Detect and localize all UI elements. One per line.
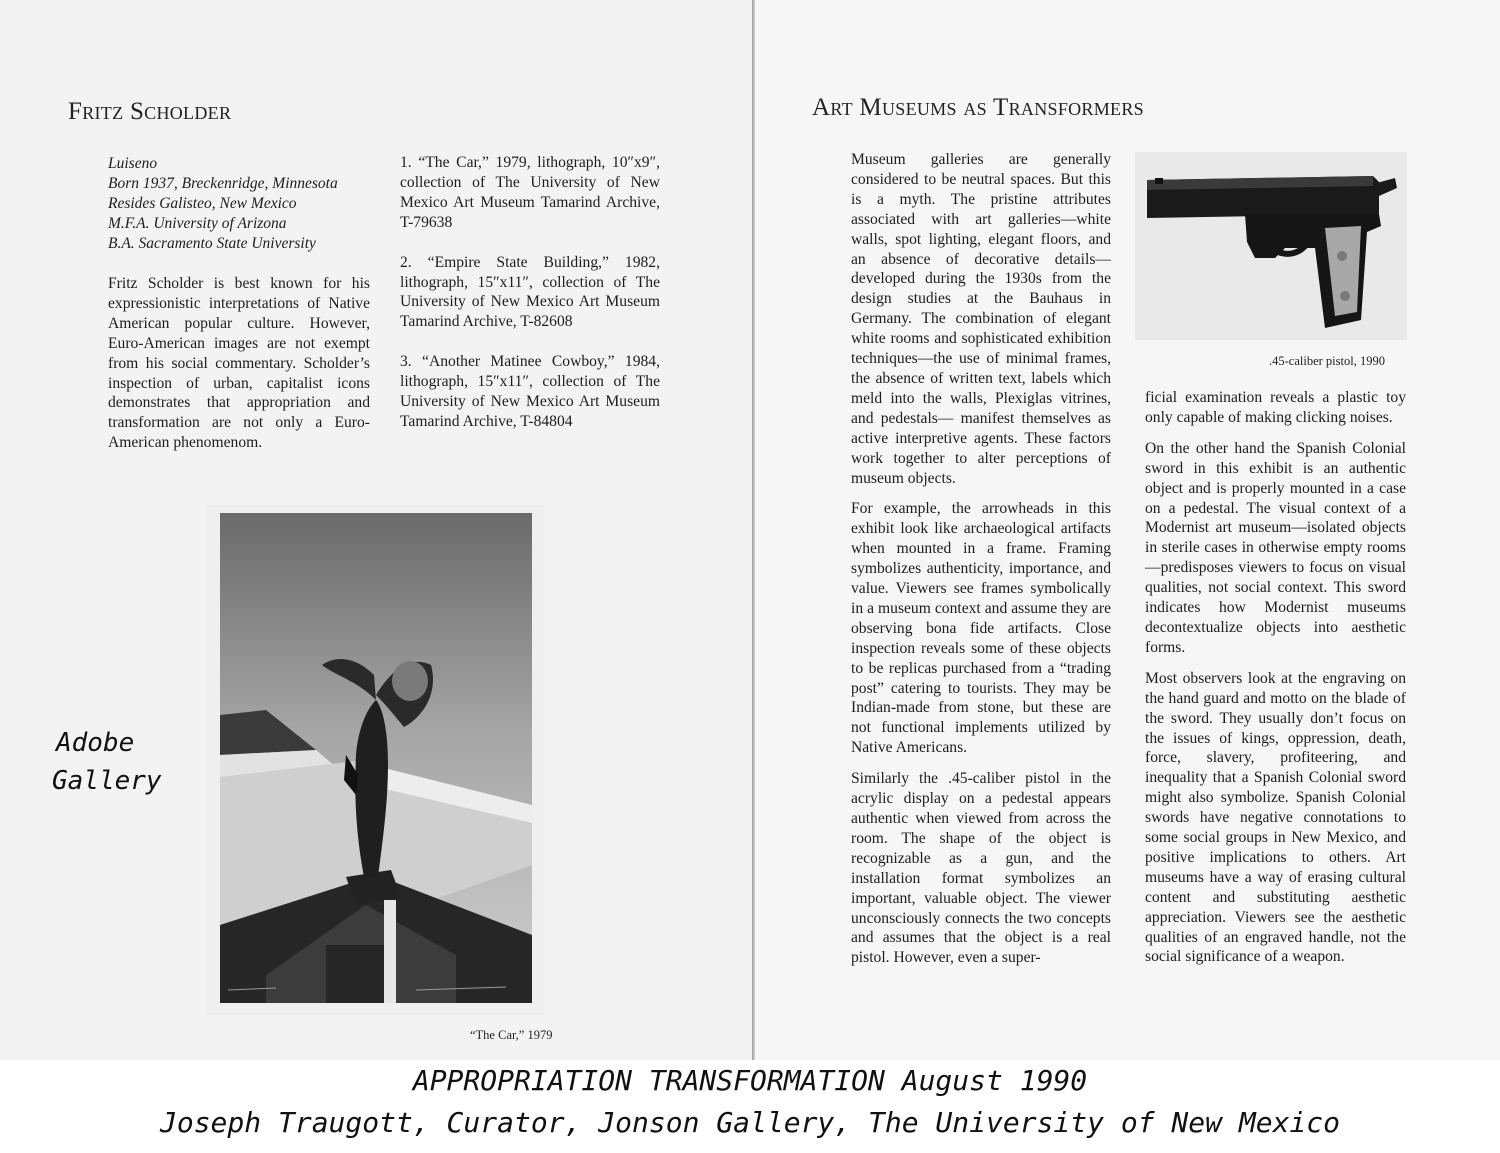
- essay-paragraph: Museum galleries are generally considered to be neutral spaces. But this is a myth. The pristine attributes associated with art galleries—white walls, spot lighting, elegant floors, and an absence of decorative details—developed during the 1930s from the design studies at the Bauhaus in Germany. The combination of elegant white rooms and sophisticated exhibition techniques—the use of minimal frames, the absence of written text, labels which meld into the walls, Plexiglas vitrines, and pedestals— manifest themselves as active interpretive agents. These factors work together to alter perceptions of museum objects.: [851, 151, 1111, 487]
- lithograph-image: [206, 505, 544, 1015]
- work-entry: 2. “Empire State Building,” 1982, lithograph, 15″x11″, collection of The University of New Mexico Art Museum Tamarind Archive, T-82608: [400, 253, 660, 331]
- artist-heading: Fritz Scholder: [68, 98, 232, 125]
- artist-description: [108, 274, 370, 464]
- essay-paragraph: For example, the arrowheads in this exhibit look like archaeological artifacts when mounted in a frame. Framing symbolizes authenticity, importance, and value. Viewers see frames symbolically in a museum context and assume they are observing bona fide artifacts. Close inspection reveals some of these objects to be replicas purchased from a “trading post” catering to tourists. They may be Indian-made from stone, but these are not functional implements utilized by Native Americans.: [851, 500, 1111, 757]
- gallery-label-line2: Gallery: [52, 766, 162, 796]
- book-gutter: [752, 0, 755, 1060]
- bio-line: Luiseno: [108, 155, 158, 172]
- bio-line: Resides Galisteo, New Mexico: [108, 195, 297, 212]
- essay-column-2: [1145, 388, 1406, 978]
- pistol-image: [1135, 152, 1407, 340]
- artwork-caption: “The Car,” 1979: [470, 1028, 553, 1042]
- the-car-lithograph: [206, 505, 544, 1015]
- pistol-photo: [1135, 152, 1407, 340]
- footer-credit: Joseph Traugott, Curator, Jonson Gallery, The University of New Mexico: [159, 1106, 1341, 1139]
- essay-column-1: [851, 150, 1111, 979]
- gallery-label-line1: Adobe: [56, 728, 135, 758]
- photo-caption: .45-caliber pistol, 1990: [1269, 354, 1385, 368]
- description-paragraph: Fritz Scholder is best known for his expressionistic interpretations of Native American popular culture. However, Euro-American images are not exempt from his social commentary. Scholder’s inspection of urban, capitalist icons demonstrates that appropriation and transformation are not only a Euro-American phenomenom.: [108, 275, 370, 452]
- essay-paragraph: On the other hand the Spanish Colonial sword in this exhibit is an authentic object and is properly mounted in a case on a pedestal. The visual context of a Modernist art museum—isolated objects in sterile cases in otherwise empty rooms—predisposes viewers to focus on visual qualities, not social context. This sword indicates how Modernist museums decontextualize objects into aesthetic forms.: [1145, 439, 1406, 656]
- essay-heading: Art Museums as Transformers: [812, 94, 1144, 121]
- essay-paragraph: Most observers look at the engraving on the hand guard and motto on the blade of the sword. They usually don’t focus on the issues of kings, oppression, death, force, slavery, profiteering, and inequality that a Spanish Colonial sword might also symbolize. Spanish Colonial swords have negative connotations to some social groups in New Mexico, and positive implications to others. Art museums have a way of erasing cultural content and substituting aesthetic appreciation. Viewers see the aesthetic qualities of an engraved handle, not the social significance of a weapon.: [1145, 669, 1406, 966]
- essay-paragraph: Similarly the .45-caliber pistol in the acrylic display on a pedestal appears authentic when viewed from across the room. The shape of the object is recognizable as a gun, and the installation format symbolizes an important, valuable object. The viewer unconsciously connects the two concepts and assumes that the object is a real pistol. However, even a super-: [851, 770, 1111, 967]
- works-list: [400, 153, 660, 452]
- artist-bio: [108, 154, 378, 254]
- footer-title: APPROPRIATION TRANSFORMATION August 1990: [412, 1064, 1088, 1097]
- bio-line: B.A. Sacramento State University: [108, 235, 316, 252]
- essay-paragraph: ficial examination reveals a plastic toy only capable of making clicking noises.: [1145, 389, 1406, 426]
- work-entry: 1. “The Car,” 1979, lithograph, 10″x9″, collection of The University of New Mexico Art Museum Tamarind Archive, T-79638: [400, 154, 660, 231]
- work-entry: 3. “Another Matinee Cowboy,” 1984, lithograph, 15″x11″, collection of The University of New Mexico Art Museum Tamarind Archive, T-84804: [400, 353, 660, 430]
- bio-line: Born 1937, Breckenridge, Minnesota: [108, 175, 338, 192]
- bio-line: M.F.A. University of Arizona: [108, 215, 287, 232]
